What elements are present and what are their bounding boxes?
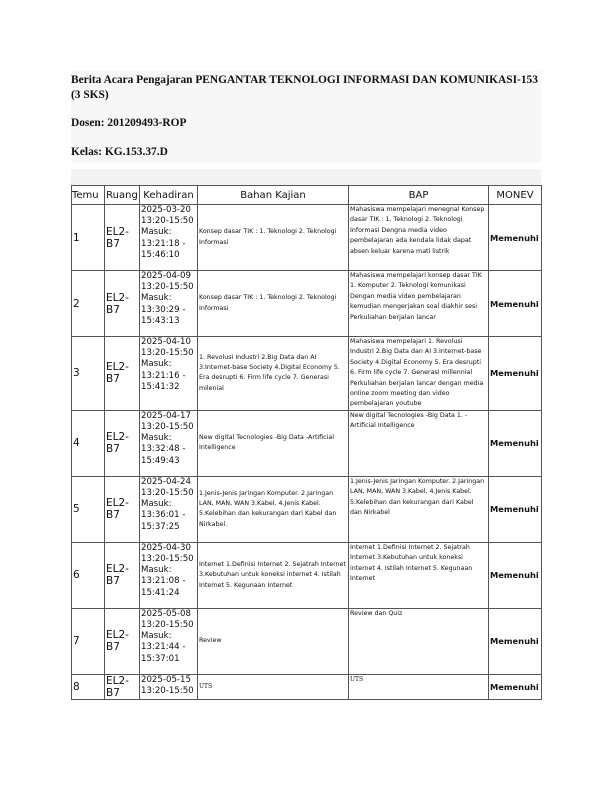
cell-bap: Mahasiswa mempelajari konsep dasar TIK 1. Komputer 2. Teknologi komunikasi Dengan media video pembelajaran kemudian mengerjakan soal diakhir sesi Perkuliahan berjalan lancar	[349, 271, 489, 337]
cell-temu: 3	[72, 337, 105, 411]
cell-kehadiran: 2025-03-20 13:20-15:50 Masuk: 13:21:18 - 15:46:10	[140, 205, 198, 271]
cell-bahan-kajian: Review	[198, 608, 349, 674]
table-row	[72, 542, 542, 608]
document-title: Berita Acara Pengajaran PENGANTAR TEKNOLOGI INFORMASI DAN KOMUNIKASI-153 (3 SKS)	[71, 74, 538, 101]
lecturer-line: Dosen: 201209493-ROP	[71, 117, 187, 129]
cell-monev: Memenuhi	[489, 337, 542, 411]
column-header-ruang: Ruang	[105, 186, 140, 205]
cell-monev: Memenuhi	[489, 271, 542, 337]
cell-bap: 1.Jenis-Jenis Jaringan Komputer. 2.Jaringan LAN, MAN, WAN 3.Kabel. 4.Jenis Kabel. 5.Kelebihan dan kekurangan dari Kabel dan Nirkabel	[349, 476, 489, 542]
cell-monev: Memenuhi	[489, 674, 542, 699]
cell-temu: 7	[72, 608, 105, 674]
cell-ruang: EL2-B7	[105, 205, 140, 271]
table-row	[72, 271, 542, 337]
cell-temu: 5	[72, 476, 105, 542]
cell-kehadiran: 2025-04-30 13:20-15:50 Masuk: 13:21:08 - 15:41:24	[140, 542, 198, 608]
table-row	[72, 476, 542, 542]
cell-temu: 1	[72, 205, 105, 271]
cell-kehadiran: 2025-05-08 13:20-15:50 Masuk: 13:21:44 - 15:37:01	[140, 608, 198, 674]
spacer-band	[71, 169, 541, 185]
cell-ruang: EL2-B7	[105, 476, 140, 542]
cell-bahan-kajian: Konsep dasar TIK : 1. Teknologi 2. Teknologi Informasi	[198, 271, 349, 337]
cell-ruang: EL2-B7	[105, 542, 140, 608]
cell-temu: 4	[72, 410, 105, 476]
column-header-monev: MONEV	[489, 186, 542, 205]
cell-bahan-kajian: 1.Jenis-Jenis Jaringan Komputer. 2.Jaringan LAN, MAN, WAN 3.Kabel. 4.Jenis Kabel. 5.Kelebihan dan kekurangan dari Kabel dan Nirkabel.	[198, 476, 349, 542]
table-header-row	[72, 186, 542, 205]
column-header-bap: BAP	[349, 186, 489, 205]
attendance-table	[71, 185, 542, 700]
cell-bahan-kajian: Internet 1.Definisi Internet 2. Sejatrah Internet 3.Kebutuhan untuk koneksi internet 4. Istilah Internet 5. Kegunaan Internet	[198, 542, 349, 608]
table-row	[72, 337, 542, 411]
cell-ruang: EL2-B7	[105, 410, 140, 476]
cell-monev: Memenuhi	[489, 410, 542, 476]
column-header-temu: Temu	[72, 186, 105, 205]
table-row	[72, 608, 542, 674]
table-row	[72, 674, 542, 699]
cell-temu: 8	[72, 674, 105, 699]
column-header-bahan-kajian: Bahan Kajian	[198, 186, 349, 205]
cell-bahan-kajian: 1. Revolusi Industri 2.Big Data dan AI 3.Internet-base Society 4.Digital Economy 5. Era desrupti 6. Firm life cycle 7. Generasi milenial	[198, 337, 349, 411]
cell-bap: Review dan Quiz	[349, 608, 489, 674]
cell-ruang: EL2-B7	[105, 674, 140, 699]
cell-kehadiran: 2025-04-17 13:20-15:50 Masuk: 13:32:48 - 15:49:43	[140, 410, 198, 476]
cell-bap: New digital Tecnologies -Big Data 1. -Artificial Intelligence	[349, 410, 489, 476]
cell-ruang: EL2-B7	[105, 608, 140, 674]
cell-bap: UTS	[349, 674, 489, 699]
cell-kehadiran: 2025-04-09 13:20-15:50 Masuk: 13:30:29 - 15:43:13	[140, 271, 198, 337]
cell-bahan-kajian: UTS	[198, 674, 349, 699]
column-header-kehadiran: Kehadiran	[140, 186, 198, 205]
cell-bahan-kajian: Konsep dasar TIK : 1. Teknologi 2. Teknologi Informasi	[198, 205, 349, 271]
cell-monev: Memenuhi	[489, 476, 542, 542]
class-line: Kelas: KG.153.37.D	[71, 146, 168, 158]
cell-temu: 2	[72, 271, 105, 337]
cell-ruang: EL2-B7	[105, 271, 140, 337]
cell-monev: Memenuhi	[489, 542, 542, 608]
cell-temu: 6	[72, 542, 105, 608]
cell-kehadiran: 2025-05-15 13:20-15:50	[140, 674, 198, 699]
cell-bap: Internet 1.Definisi Internet 2. Sejatrah Internet 3.Kebutuhan untuk koneksi internet 4. Istilah Internet 5. Kegunaan Internet	[349, 542, 489, 608]
cell-kehadiran: 2025-04-24 13:20-15:50 Masuk: 13:36:01 - 15:37:25	[140, 476, 198, 542]
cell-monev: Memenuhi	[489, 608, 542, 674]
table-row	[72, 205, 542, 271]
table-row	[72, 410, 542, 476]
cell-bahan-kajian: New digital Tecnologies -Big Data -Artificial Intelligence	[198, 410, 349, 476]
cell-monev: Memenuhi	[489, 205, 542, 271]
cell-kehadiran: 2025-04-10 13:20-15:50 Masuk: 13:21:16 - 15:41:32	[140, 337, 198, 411]
cell-bap: Mahasiswa mempelajari 1. Revolusi Industri 2.Big Data dan AI 3.Internet-base Society 4.Digital Economy 5. Era desrupti 6. Firm life cycle 7. Generasi millennial Perkuliahan berjalan lancar dengan media online zoom meeting dan video pembelajaran youtube	[349, 337, 489, 411]
cell-bap: Mahasiswa mempelajari menegnal Konsep dasar TIK : 1. Teknologi 2. Teknologi Informasi Dengna media video pembelajaran ada kendala lidak dapat absen keluar karena mati listrik	[349, 205, 489, 271]
cell-ruang: EL2-B7	[105, 337, 140, 411]
document-header	[71, 71, 541, 163]
